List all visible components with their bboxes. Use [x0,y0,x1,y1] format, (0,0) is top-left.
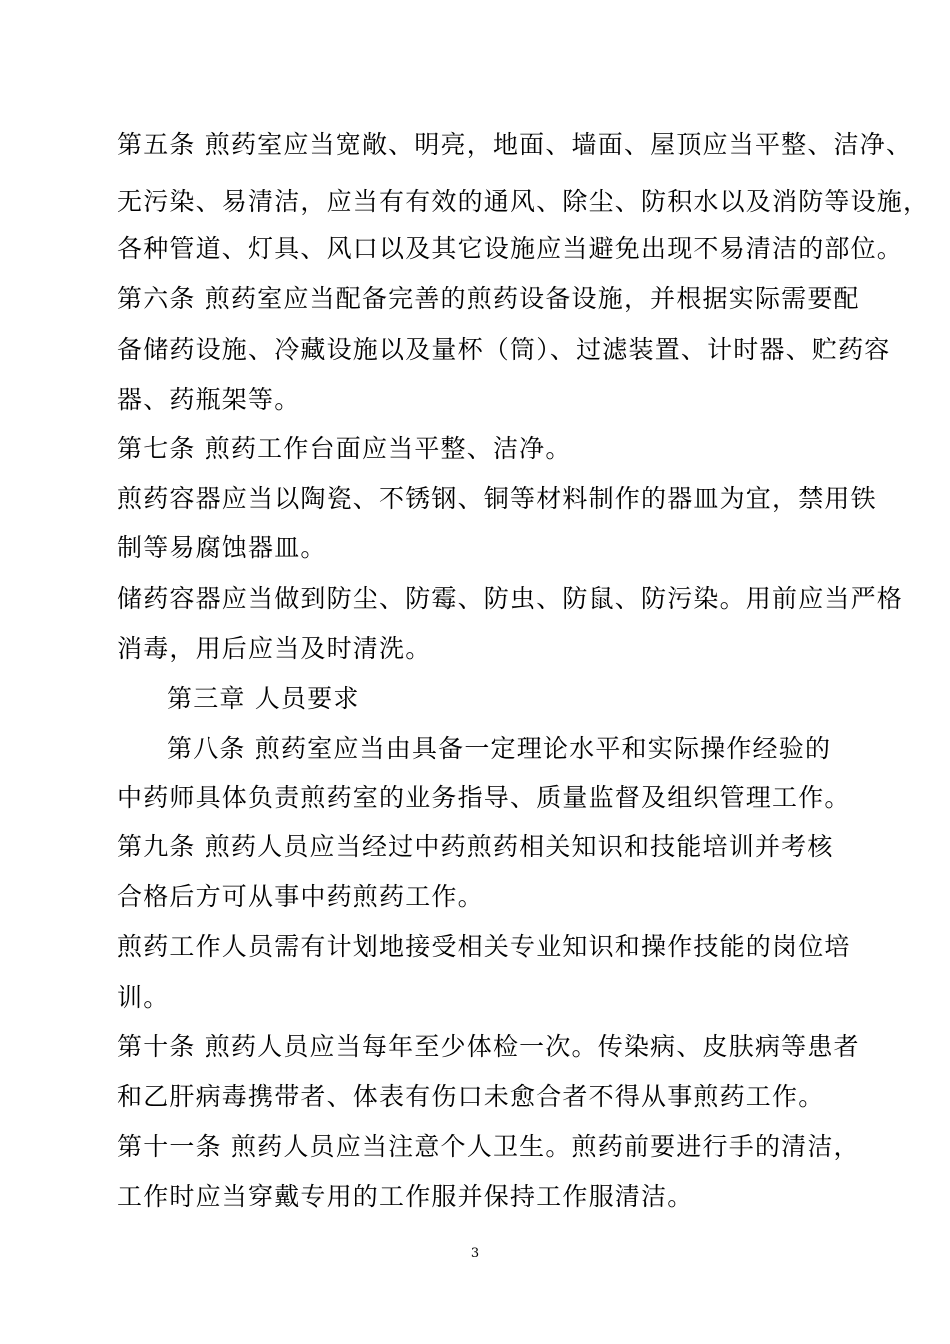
text-line: 备储药设施、冷藏设施以及量杯（筒）、过滤装置、计时器、贮药容 [117,335,891,364]
text-line: 消毒，用后应当及时清洗。 [117,634,432,663]
text-line: 第十一条 煎药人员应当注意个人卫生。煎药前要进行手的清洁， [117,1132,860,1161]
page-number: 3 [470,1246,480,1261]
text-line: 无污染、易清洁，应当有有效的通风、除尘、防积水以及消防等设施， [117,187,930,216]
text-line: 中药师具体负责煎药室的业务指导、质量监督及组织管理工作。 [117,783,851,812]
text-line: 第六条 煎药室应当配备完善的煎药设备设施，并根据实际需要配 [117,284,860,313]
text-line: 器、药瓶架等。 [117,385,301,414]
text-line: 工作时应当穿戴专用的工作服并保持工作服清洁。 [117,1182,694,1211]
text-line: 储药容器应当做到防尘、防霉、防虫、防鼠、防污染。用前应当严格 [117,584,904,613]
text-line: 煎药容器应当以陶瓷、不锈钢、铜等材料制作的器皿为宜，禁用铁 [117,484,877,513]
text-line: 训。 [117,983,170,1012]
text-line: 第七条 煎药工作台面应当平整、洁净。 [117,434,572,463]
text-line: 合格后方可从事中药煎药工作。 [117,882,484,911]
text-line: 各种管道、灯具、风口以及其它设施应当避免出现不易清洁的部位。 [117,234,904,263]
text-line: 制等易腐蚀器皿。 [117,533,327,562]
text-line: 第五条 煎药室应当宽敞、明亮，地面、墙面、屋顶应当平整、洁净、 [117,130,913,159]
text-line: 第八条 煎药室应当由具备一定理论水平和实际操作经验的 [167,734,832,763]
text-line: 第十条 煎药人员应当每年至少体检一次。传染病、皮肤病等患者 [117,1032,860,1061]
text-line: 煎药工作人员需有计划地接受相关专业知识和操作技能的岗位培 [117,932,851,961]
text-line: 和乙肝病毒携带者、体表有伤口未愈合者不得从事煎药工作。 [117,1082,825,1111]
chapter-heading: 第三章 人员要求 [167,684,360,713]
text-line: 第九条 煎药人员应当经过中药煎药相关知识和技能培训并考核 [117,832,834,861]
